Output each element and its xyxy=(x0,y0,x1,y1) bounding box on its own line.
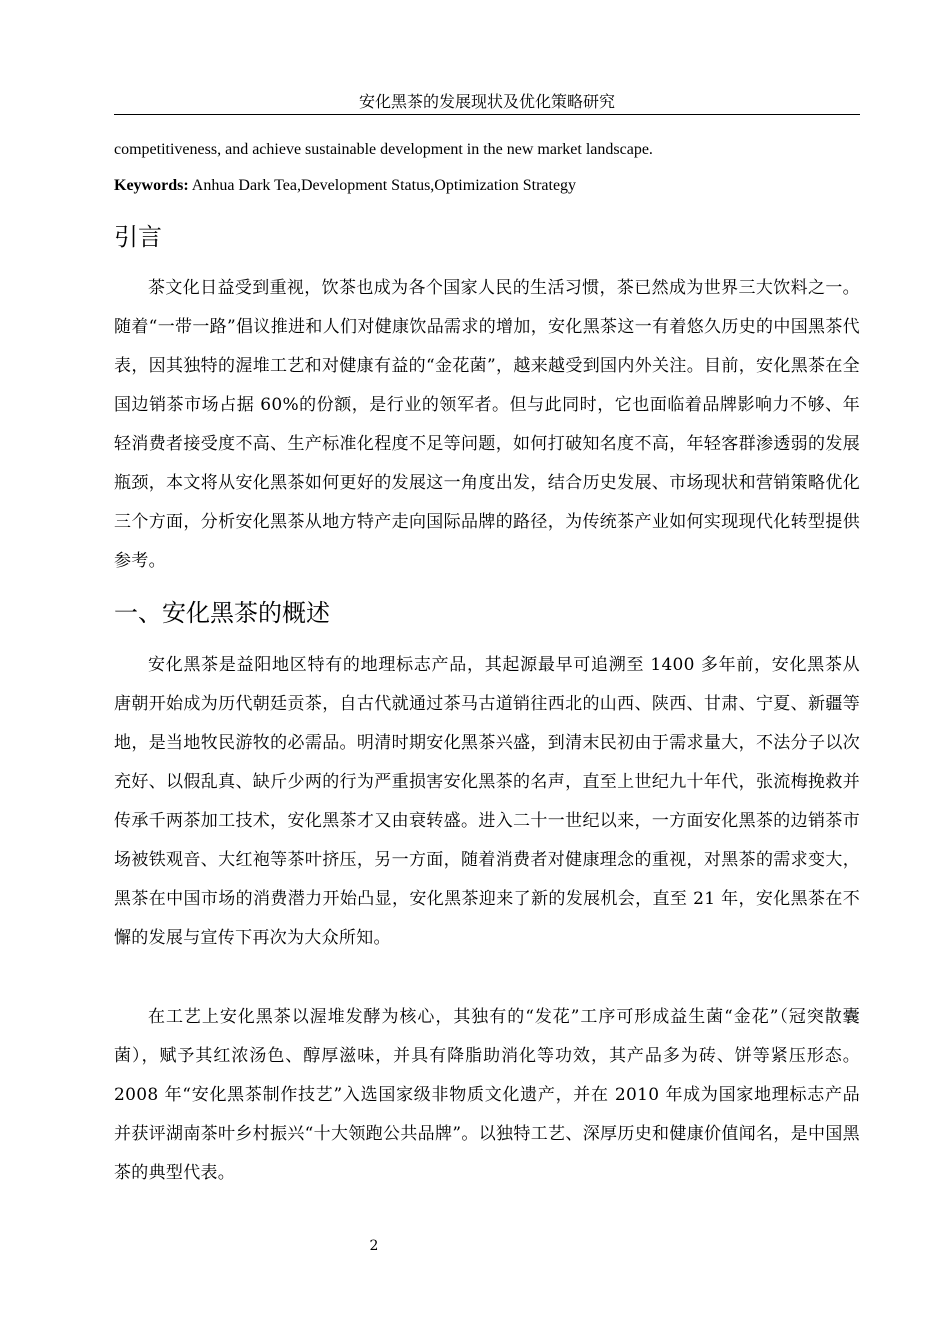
section-heading-introduction: 引言 xyxy=(114,223,162,251)
keywords-text: Anhua Dark Tea,Development Status,Optimization Strategy xyxy=(188,177,577,194)
paragraph-overview-history: 安化黑茶是益阳地区特有的地理标志产品，其起源最早可追溯至 1400 多年前，安化黑茶从唐朝开始成为历代朝廷贡茶，自古代就通过茶马古道销往西北的山西、陕西、甘肃、宁夏、新疆等地，是当地牧民游牧的必需品。明清时期安化黑茶兴盛，到清末民初由于需求量大，不法分子以次充好、以假乱真、缺斤少两的行为严重损害安化黑茶的名声，直至上世纪九十年代，张流梅挽救并传承千两茶加工技术，安化黑茶才又由衰转盛。进入二十一世纪以来，一方面安化黑茶的边销茶市场被铁观音、大红袍等茶叶挤压，另一方面，随着消费者对健康理念的重视，对黑茶的需求变大，黑茶在中国市场的消费潜力开始凸显，安化黑茶迎来了新的发展机会，直至 21 年，安化黑茶在不懈的发展与宣传下再次为大众所知。 xyxy=(114,655,860,948)
running-header: 安化黑茶的发展现状及优化策略研究 xyxy=(114,92,860,115)
keywords-label: Keywords: xyxy=(114,177,189,194)
paragraph-introduction: 茶文化日益受到重视，饮茶也成为各个国家人民的生活习惯，茶已然成为世界三大饮料之一。随着“一带一路”倡议推进和人们对健康饮品需求的增加，安化黑茶这一有着悠久历史的中国黑茶代表，因其独特的渥堆工艺和对健康有益的“金花菌”，越来越受到国内外关注。目前，安化黑茶在全国边销茶市场占据 60%的份额，是行业的领军者。但与此同时，它也面临着品牌影响力不够、年轻消费者接受度不高、生产标准化程度不足等问题，如何打破知名度不高，年轻客群渗透弱的发展瓶颈，本文将从安化黑茶如何更好的发展这一角度出发，结合历史发展、市场现状和营销策略优化三个方面，分析安化黑茶从地方特产走向国际品牌的路径，为传统茶产业如何实现现代化转型提供参考。 xyxy=(114,278,860,571)
section-heading-overview: 一、安化黑茶的概述 xyxy=(114,599,330,627)
page-number: 2 xyxy=(369,1238,379,1254)
paragraph-overview-craft: 在工艺上安化黑茶以渥堆发酵为核心，其独有的“发花”工序可形成益生菌“金花”（冠突散囊菌），赋予其红浓汤色、醇厚滋味，并具有降脂助消化等功效，其产品多为砖、饼等紧压形态。2008 年“安化黑茶制作技艺”入选国家级非物质文化遗产，并在 2010 年成为国家地理标志产品并获评湖南茶叶乡村振兴“十大领跑公共品牌”。以独特工艺、深厚历史和健康价值闻名，是中国黑茶的典型代表。 xyxy=(114,1007,860,1183)
abstract-continuation: competitiveness, and achieve sustainable development in the new market landscape. xyxy=(114,141,653,158)
keywords-line xyxy=(114,175,860,197)
